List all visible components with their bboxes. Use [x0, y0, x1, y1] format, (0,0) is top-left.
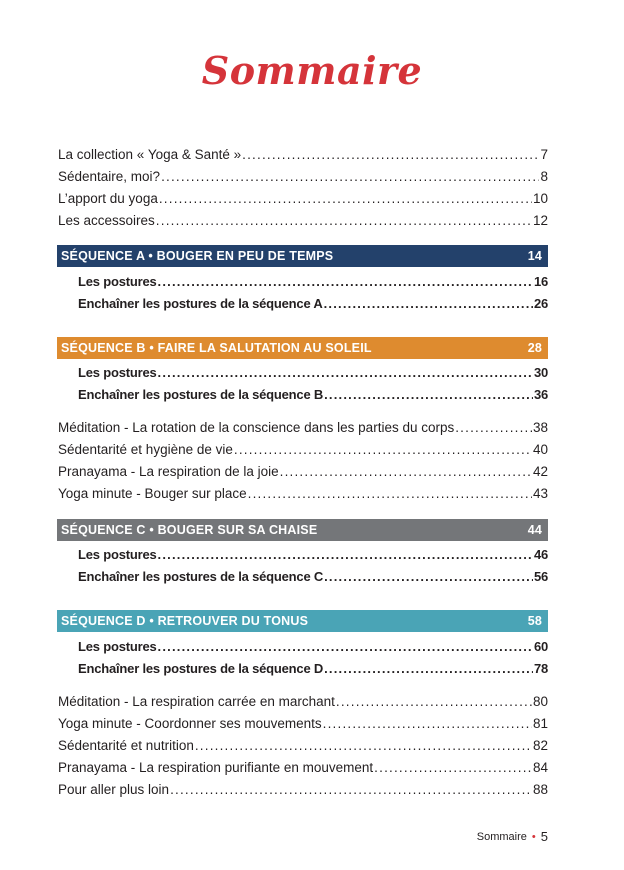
- toc-entry-page: 38: [532, 420, 548, 435]
- toc-entry-label: Les postures: [78, 547, 157, 562]
- toc-entry-page: 84: [532, 760, 548, 775]
- toc-subentry[interactable]: [78, 660, 548, 678]
- toc-entry-page: 40: [532, 442, 548, 457]
- leader-dots: [158, 364, 533, 382]
- leader-dots: [324, 295, 533, 313]
- toc-entry[interactable]: [58, 168, 548, 186]
- toc-entry-page: 42: [532, 464, 548, 479]
- section-heading-b[interactable]: [57, 337, 548, 359]
- toc-entry-label: Les postures: [78, 365, 157, 380]
- section-heading-page: 14: [527, 249, 542, 263]
- section-heading-page: 28: [527, 341, 542, 355]
- leader-dots: [324, 568, 533, 586]
- section-heading-page: 44: [527, 523, 542, 537]
- toc-entry-page: 82: [532, 738, 548, 753]
- toc-entry-page: 8: [540, 169, 548, 184]
- toc-entry-label: Yoga minute - Coordonner ses mouvements: [58, 716, 322, 731]
- toc-entry-page: 30: [533, 365, 548, 380]
- section-heading-c[interactable]: [57, 519, 548, 541]
- toc-entry-page: 10: [532, 191, 548, 206]
- toc-entry-label: Méditation - La respiration carrée en marchant: [58, 694, 335, 709]
- toc-entry[interactable]: [58, 737, 548, 755]
- page-title: Sommaire: [201, 48, 423, 93]
- toc-subentry[interactable]: [78, 638, 548, 656]
- toc-subentry[interactable]: [78, 273, 548, 291]
- toc-entry[interactable]: [58, 146, 548, 164]
- toc-entry-page: 88: [532, 782, 548, 797]
- toc-entry-label: Pour aller plus loin: [58, 782, 170, 797]
- leader-dots: [455, 419, 532, 437]
- toc-entry-label: Enchaîner les postures de la séquence B: [78, 387, 324, 402]
- toc-entry-page: 80: [532, 694, 548, 709]
- toc-entry-label: L’apport du yoga: [58, 191, 158, 206]
- leader-dots: [159, 190, 532, 208]
- toc-entry-page: 46: [533, 547, 548, 562]
- toc-entry[interactable]: [58, 759, 548, 777]
- toc-subentry[interactable]: [78, 295, 548, 313]
- toc-entry-label: Méditation - La rotation de la conscience dans les parties du corps: [58, 420, 455, 435]
- toc-entry-page: 81: [532, 716, 548, 731]
- toc-entry-page: 7: [540, 147, 548, 162]
- section-heading-page: 58: [527, 614, 542, 628]
- leader-dots: [158, 273, 533, 291]
- toc-entry[interactable]: [58, 190, 548, 208]
- toc-entry[interactable]: [58, 212, 548, 230]
- leader-dots: [324, 386, 533, 404]
- toc-entry-label: Enchaîner les postures de la séquence D: [78, 661, 324, 676]
- toc-entry[interactable]: [58, 441, 548, 459]
- toc-subentry[interactable]: [78, 386, 548, 404]
- toc-entry[interactable]: [58, 463, 548, 481]
- toc-entry[interactable]: [58, 781, 548, 799]
- toc-entry-label: Les postures: [78, 639, 157, 654]
- toc-entry-label: Enchaîner les postures de la séquence A: [78, 296, 323, 311]
- toc-entry-page: 43: [532, 486, 548, 501]
- page-number: 5: [540, 829, 548, 844]
- toc-entry-label: Les postures: [78, 274, 157, 289]
- toc-entry-page: 16: [533, 274, 548, 289]
- section-heading-a[interactable]: [57, 245, 548, 267]
- footer-label: Sommaire: [476, 830, 527, 843]
- leader-dots: [324, 660, 533, 678]
- toc-subentry[interactable]: [78, 364, 548, 382]
- toc-entry-label: Les accessoires: [58, 213, 155, 228]
- toc-entry[interactable]: [58, 419, 548, 437]
- toc-entry-page: 78: [533, 661, 548, 676]
- leader-dots: [195, 737, 532, 755]
- leader-dots: [242, 146, 539, 164]
- toc-entry[interactable]: [58, 715, 548, 733]
- section-heading-label: SÉQUENCE A • BOUGER EN PEU DE TEMPS: [61, 249, 334, 263]
- toc-entry-label: Pranayama - La respiration de la joie: [58, 464, 279, 479]
- toc-entry-label: Sédentarité et nutrition: [58, 738, 194, 753]
- toc-entry-page: 56: [533, 569, 548, 584]
- leader-dots: [158, 546, 533, 564]
- leader-dots: [234, 441, 532, 459]
- toc-entry-label: La collection « Yoga & Santé »: [58, 147, 242, 162]
- toc-entry-label: Sédentarité et hygiène de vie: [58, 442, 233, 457]
- toc-entry-page: 12: [532, 213, 548, 228]
- toc-entry-label: Yoga minute - Bouger sur place: [58, 486, 247, 501]
- page-footer: [477, 829, 548, 844]
- leader-dots: [280, 463, 532, 481]
- section-heading-label: SÉQUENCE B • FAIRE LA SALUTATION AU SOLEIL: [61, 341, 372, 355]
- leader-dots: [248, 485, 532, 503]
- leader-dots: [156, 212, 532, 230]
- toc-subentry[interactable]: [78, 568, 548, 586]
- section-heading-d[interactable]: [57, 610, 548, 632]
- toc-entry-page: 36: [533, 387, 548, 402]
- leader-dots: [374, 759, 532, 777]
- leader-dots: [161, 168, 539, 186]
- leader-dots: [323, 715, 532, 733]
- toc-entry-page: 26: [533, 296, 548, 311]
- leader-dots: [170, 781, 532, 799]
- toc-entry-label: Sédentaire, moi?: [58, 169, 161, 184]
- toc-entry-page: 60: [533, 639, 548, 654]
- section-heading-label: SÉQUENCE C • BOUGER SUR SA CHAISE: [61, 523, 318, 537]
- toc-subentry[interactable]: [78, 546, 548, 564]
- toc-entry-label: Pranayama - La respiration purifiante en mouvement: [58, 760, 374, 775]
- footer-bullet: •: [531, 830, 536, 843]
- leader-dots: [158, 638, 533, 656]
- leader-dots: [336, 693, 532, 711]
- toc-entry[interactable]: [58, 693, 548, 711]
- section-heading-label: SÉQUENCE D • RETROUVER DU TONUS: [61, 614, 309, 628]
- toc-entry-label: Enchaîner les postures de la séquence C: [78, 569, 324, 584]
- toc-entry[interactable]: [58, 485, 548, 503]
